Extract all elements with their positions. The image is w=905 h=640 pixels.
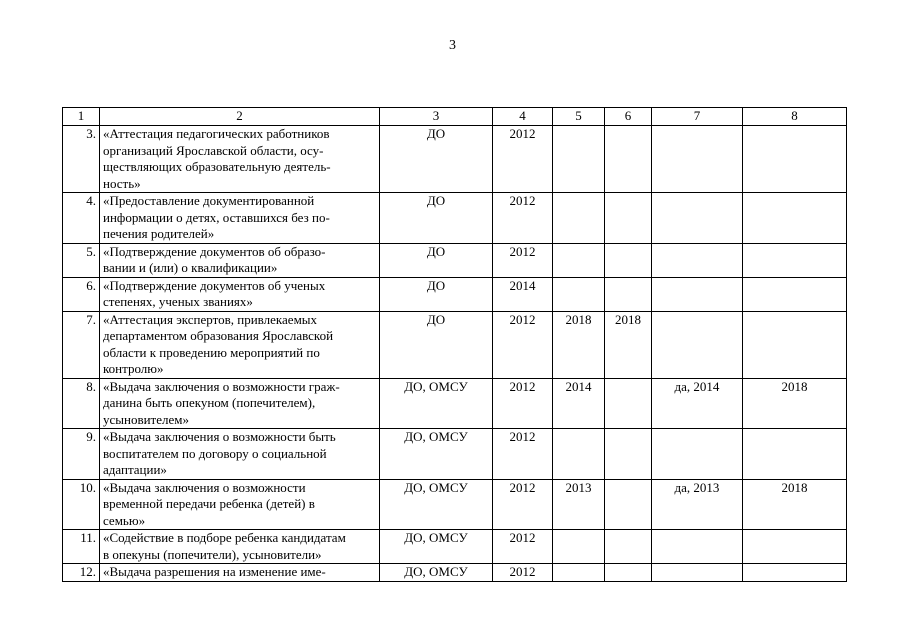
cell-col-8 [743,530,847,564]
cell-col-7 [652,243,743,277]
table-row [63,530,847,564]
column-header-4: 4 [493,108,553,126]
row-number: 7. [63,311,100,378]
table-row [63,429,847,480]
service-name [100,277,380,311]
cell-col-6 [605,564,652,582]
cell-col-5 [553,564,605,582]
service-name-line: «Подтверждение документов об ученых [103,277,326,293]
service-name-line: «Аттестация педагогических работников [103,126,330,141]
column-header-3: 3 [380,108,493,126]
cell-col-4: 2012 [493,564,553,582]
cell-col-4: 2012 [493,243,553,277]
cell-col-8: 2018 [743,378,847,429]
cell-col-7 [652,311,743,378]
cell-col-8: 2018 [743,479,847,530]
cell-col-5 [553,243,605,277]
service-name-line: семью» [103,512,146,528]
cell-col-7 [652,277,743,311]
service-name-line: организаций Ярославской области, осу- [103,142,324,158]
cell-col-5: 2014 [553,378,605,429]
table-row [63,564,847,582]
cell-col-3: ДО, ОМСУ [380,378,493,429]
cell-col-5: 2013 [553,479,605,530]
cell-col-8 [743,193,847,244]
cell-col-8 [743,243,847,277]
row-number: 9. [63,429,100,480]
cell-col-3: ДО [380,126,493,193]
service-name-line: «Выдача заключения о возможности [103,479,306,495]
cell-col-6: 2018 [605,311,652,378]
table-header-row [63,108,847,126]
cell-col-4: 2012 [493,429,553,480]
service-name-line: печения родителей» [103,226,215,241]
cell-col-7 [652,193,743,244]
table-row [63,378,847,429]
cell-col-7: да, 2014 [652,378,743,429]
cell-col-8 [743,564,847,582]
cell-col-6 [605,193,652,244]
cell-col-3: ДО, ОМСУ [380,479,493,530]
column-header-1: 1 [63,108,100,126]
service-name [100,126,380,193]
table-row [63,243,847,277]
service-name-line: временной передачи ребенка (детей) в [103,496,315,511]
cell-col-3: ДО, ОМСУ [380,564,493,582]
cell-col-6 [605,530,652,564]
row-number: 12. [63,564,100,582]
service-name-line: воспитателем по договору о социальной [103,445,327,461]
service-name-line: данина быть опекуном (попечителем), [103,395,316,410]
cell-col-4: 2014 [493,277,553,311]
service-name-line: «Подтверждение документов об образо- [103,243,326,259]
cell-col-3: ДО, ОМСУ [380,429,493,480]
services-table [62,107,847,582]
service-name-line: «Выдача разрешения на изменение име- [103,564,326,579]
cell-col-4: 2012 [493,479,553,530]
row-number: 6. [63,277,100,311]
service-name [100,429,380,480]
cell-col-6 [605,126,652,193]
table-row [63,311,847,378]
table-row [63,277,847,311]
service-name [100,378,380,429]
column-header-6: 6 [605,108,652,126]
service-name-line: «Содействие в подборе ребенка кандидатам [103,530,346,545]
table-row [63,193,847,244]
row-number: 8. [63,378,100,429]
service-name-line: «Выдача заключения о возможности граж- [103,378,340,394]
service-name-line: ность» [103,175,141,191]
column-header-5: 5 [553,108,605,126]
cell-col-7 [652,530,743,564]
cell-col-3: ДО [380,243,493,277]
service-name-line: «Выдача заключения о возможности быть [103,429,336,444]
cell-col-4: 2012 [493,530,553,564]
cell-col-4: 2012 [493,126,553,193]
cell-col-8 [743,126,847,193]
cell-col-6 [605,243,652,277]
service-name-line: в опекуны (попечители), усыновители» [103,546,322,562]
cell-col-6 [605,479,652,530]
service-name-line: информации о детях, оставшихся без по- [103,209,330,225]
cell-col-3: ДО [380,311,493,378]
row-number: 11. [63,530,100,564]
service-name [100,564,380,582]
row-number: 5. [63,243,100,277]
cell-col-7 [652,126,743,193]
cell-col-8 [743,429,847,480]
service-name [100,243,380,277]
cell-col-5 [553,126,605,193]
cell-col-5 [553,193,605,244]
row-number: 4. [63,193,100,244]
service-name-line: усыновителем» [103,411,189,427]
column-header-7: 7 [652,108,743,126]
service-name-line: адаптации» [103,462,167,477]
cell-col-3: ДО [380,277,493,311]
cell-col-4: 2012 [493,378,553,429]
service-name [100,311,380,378]
cell-col-5 [553,277,605,311]
service-name-line: области к проведению мероприятий по [103,344,320,360]
column-header-2: 2 [100,108,380,126]
cell-col-7 [652,429,743,480]
service-name [100,479,380,530]
service-name-line: вании и (или) о квалификации» [103,260,278,275]
row-number: 3. [63,126,100,193]
cell-col-7: да, 2013 [652,479,743,530]
row-number: 10. [63,479,100,530]
cell-col-5 [553,429,605,480]
service-name [100,530,380,564]
cell-col-6 [605,277,652,311]
service-name [100,193,380,244]
cell-col-5 [553,530,605,564]
cell-col-8 [743,277,847,311]
cell-col-3: ДО [380,193,493,244]
cell-col-6 [605,378,652,429]
cell-col-5: 2018 [553,311,605,378]
cell-col-7 [652,564,743,582]
column-header-8: 8 [743,108,847,126]
table-row [63,479,847,530]
cell-col-4: 2012 [493,193,553,244]
page-number: 3 [449,38,456,53]
table-row [63,126,847,193]
service-name-line: «Предоставление документированной [103,193,315,208]
cell-col-3: ДО, ОМСУ [380,530,493,564]
service-name-line: контролю» [103,361,164,376]
service-name-line: департаментом образования Ярославской [103,328,334,343]
service-name-line: ществляющих образовательную деятель- [103,159,331,174]
service-name-line: «Аттестация экспертов, привлекаемых [103,311,318,327]
cell-col-4: 2012 [493,311,553,378]
service-name-line: степенях, ученых званиях» [103,294,253,309]
table-body [63,126,847,582]
cell-col-6 [605,429,652,480]
cell-col-8 [743,311,847,378]
